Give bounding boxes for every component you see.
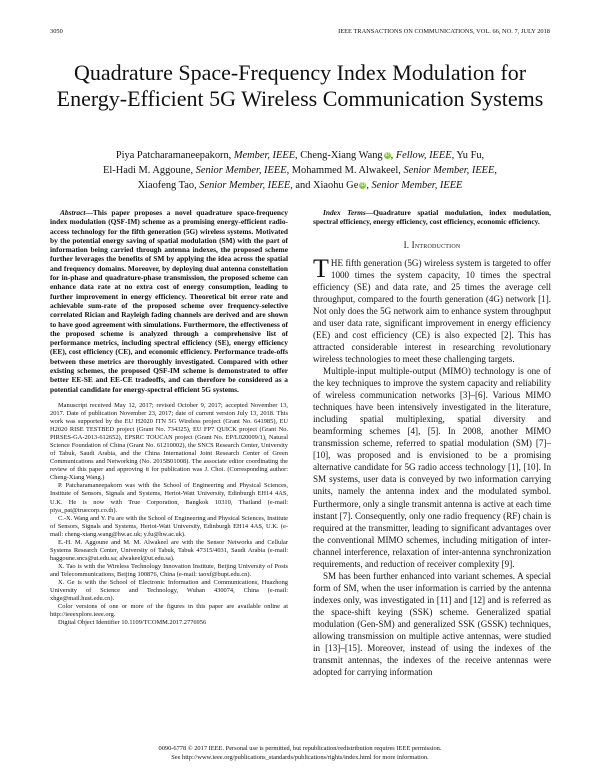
author-role: , Senior Member, IEEE (366, 180, 463, 191)
author-name: , Cheng-Xiang Wang (295, 150, 383, 161)
paragraph: Multiple-input multiple-output (MIMO) technology is one of the key techniques to improve the system capacity and reliability of wireless communication networks [3]–[6]. Various MIMO techniques have been intensively investigated in the literature, including spatial multiplexing, spatial diversity and beamforming schemes [4], [5]. In 2008, another MIMO transmission scheme, referred to spatial modulation (SM) [7]–[10], was proposed and is envisioned to be a promising alternative candidate for 5G radio access technology [1], [10]. In SM systems, user data is conveyed by two information carrying units, namely the antenna index and the modulated symbol. Furthermore, only a single transmit antenna is active at each time instant [7]. Consequently, only one radio frequency (RF) chain is required at the transmitter, leading to significant advantages over the conventional MIMO schemes, including mitigation of inter-channel interference, relaxation of inter-antenna synchronization requirements, and reduction of receiver complexity [9]. (313, 366, 551, 569)
rights-link[interactable]: See http://www.ieee.org/publications_standards/publications/rights/index.html for more information. (171, 753, 429, 761)
author-role: Member, IEEE (233, 150, 296, 161)
author-line-3 (50, 178, 550, 193)
copyright-notice (50, 745, 550, 762)
abstract-label: Abstract (60, 208, 86, 217)
doi-footnote: Digital Object Identifier 10.1109/TCOMM.2017.2776956 (58, 619, 207, 627)
abstract (50, 208, 288, 394)
author-name: , and Xiaohu Ge (290, 180, 359, 191)
section-heading-introduction: I. Introduction (403, 239, 461, 250)
footnotes (50, 402, 288, 627)
author-name: Xiaofeng Tao, (137, 180, 197, 191)
copyright-line: 0090-6778 © 2017 IEEE. Personal use is permitted, but republication/redistribution requires IEEE permission. (158, 745, 442, 752)
abstract-text: —This paper proposes a novel quadrature space-frequency index modulation (QSF-IM) scheme as a promising energy-efficient radio-access technology for the fifth generation (5G) wireless systems. Motivated by the potential energy saving of spatial modulation (SM) with the part of information being carried through antenna indexes, the proposed scheme further leverages the benefits of SM by applying the idea across the spatial and frequency domains. Moreover, by deploying dual antenna constellation for in-phase and quadrature-phase transmission, the proposed scheme can enhance data rate at no extra cost of energy consumption, leading to further improvement in energy efficiency. Theoretical bit error rate and achievable sum-rate of the proposed scheme over frequency-selective correlated Rician and Rayleigh fading channels are derived and are shown to have good agreement with simulations. Furthermore, the effectiveness of the proposed scheme is analyzed through a comprehensive list of performance metrics, including spectral efficiency (SE), energy efficiency (EE), cost efficiency (CE), and economic efficiency. Performance trade-offs between these metrics are thoroughly investigated. Compared with other existing schemes, the proposed QSF-IM scheme is demonstrated to offer better EE-SE and EE-CE tradeoffs, and can therefore be considered as a potential candidate for energy-spectral efficient 5G systems. (50, 208, 288, 394)
footnote: C.-X. Wang and Y. Fu are with the School of Engineering and Physical Sciences, Institute of Sensors, Signals and Systems, Heriot-Watt University, Edinburgh EH14 4AS, U.K. (e-mail: cheng-xiang.wang@hw.ac.uk; y.fu@hw.ac.uk). (50, 514, 288, 538)
paragraph (313, 253, 551, 365)
introduction-body (313, 253, 551, 679)
footnote: P. Patcharamaneepakorn was with the School of Engineering and Physical Sciences, Institute of Sensors, Signals and Systems, Heriot-Watt University, Edinburgh EH14 4AS, U.K. He is now with True Corporation, Bangkok 10310, Thailand (e-mail: piya_pat@truecorp.co.th). (50, 482, 288, 514)
author-name: , Yu Fu, (451, 150, 485, 161)
paragraph: SM has been further enhanced into variant schemes. A special form of SM, when the user information is carried by the antenna indexes only, was investigated in [11] and [12] and is referred as the space-shift keying (SSK) scheme. Generalized spatial modulation (Gen-SM) and generalized SSK (GSSK) techniques, allowing transmission on multiple active antennas, were studied in [13]–[15]. Moreover, instead of using the indexes of the transmit antennas, the indexes of the receive antennas were adopted for carrying information (313, 570, 551, 678)
left-column (50, 208, 288, 627)
author-line-1 (50, 148, 550, 163)
author-list (50, 148, 550, 193)
page-number: 3050 (50, 28, 63, 35)
index-terms (313, 208, 551, 227)
index-terms-label: Index Terms (323, 208, 366, 217)
author-role: , Fellow, IEEE (390, 150, 452, 161)
orcid-icon[interactable]: iD (384, 152, 390, 158)
footnote: X. Ge is with the School of Electronic Information and Communications, Huazhong University of Science and Technology, Wuhan 430074, China (e-mail: xhge@mail.hust.edu.cn). (50, 578, 288, 603)
orcid-icon[interactable]: iD (360, 182, 366, 188)
journal-citation: IEEE TRANSACTIONS ON COMMUNICATIONS, VOL. 66, NO. 7, JULY 2018 (338, 28, 550, 35)
running-header (50, 28, 550, 40)
index-terms-text: —Quadrature spatial modulation, index modulation, spectral efficiency, energy efficiency, cost efficiency, economic efficiency. (313, 208, 551, 227)
footnote: X. Tao is with the Wireless Technology Innovation Institute, Beijing University of Posts and Telecommunications, Beijing 100876, China (e-mail: taoxf@bupt.edu.cn). (50, 562, 288, 578)
paper-title: Quadrature Space-Frequency Index Modulation for Energy-Efficient 5G Wireless Communication Systems (56, 60, 544, 111)
author-name: , Mohammed M. Alwakeel, (286, 165, 401, 176)
right-column (313, 208, 551, 678)
author-role: Senior Member, IEEE (195, 165, 287, 176)
footnote: Color versions of one or more of the figures in this paper are available online at http://ieeexplore.ieee.org. (50, 603, 288, 619)
footnote: E.-H. M. Aggoune and M. M. Alwakeel are with the Sensor Networks and Cellular Systems Research Center, University of Tabuk, Tabuk 47315/4031, Saudi Arabia (e-mail: haggoune.sncs@ut.edu.sa; alwakeel@ut.edu.sa). (50, 538, 288, 562)
author-name: Piya Patcharamaneepakorn, (115, 150, 232, 161)
footnote: Manuscript received May 12, 2017; revised October 9, 2017; accepted November 13, 2017. Date of publication November 23, 2017; date of current version July 13, 2018. This work was supported by the EU H2020 ITN 5G Wireless project (Grant No. 641985), EU H2020 RISE TESTBED project (Grant No. 734325), EU FP7 QUICK project (Grant No. PIRSES-GA-2013-612652), EPSRC TOUCAN project (Grant No. EP/L020009/1), Natural Science Foundation of China (Grant No. 61210002), the SNCS Research Center, University of Tabuk, Saudi Arabia, and the China International Joint Research Center of Green Communications and Networking (No. 2015B01008). The associate editor coordinating the review of this paper and approving it for publication was J. Choi. (Corresponding author: Cheng-Xiang Wang.) (50, 401, 288, 482)
author-name: El-Hadi M. Aggoune, (103, 165, 194, 176)
author-role: Senior Member, IEEE (199, 180, 291, 191)
author-line-2 (50, 163, 550, 178)
drop-cap: T (313, 253, 329, 283)
author-punctuation: , (494, 165, 497, 176)
paragraph-text: HE fifth generation (5G) wireless system is targeted to offer 1000 times the system capacity, 10 times the spectral efficiency (SE) and data rate, and 25 times the average cell throughput, compared to the fourth generation (4G) network [1]. Not only does the 5G network aim to enhance system throughput and user data rate, significant improvement in energy efficiency (EE) and cost efficiency (CE) is also expected [2]. This has attracted considerable interest in researching revolutionary wireless technologies to meet these challenging targets. (313, 257, 551, 364)
author-role: Senior Member, IEEE (403, 165, 495, 176)
